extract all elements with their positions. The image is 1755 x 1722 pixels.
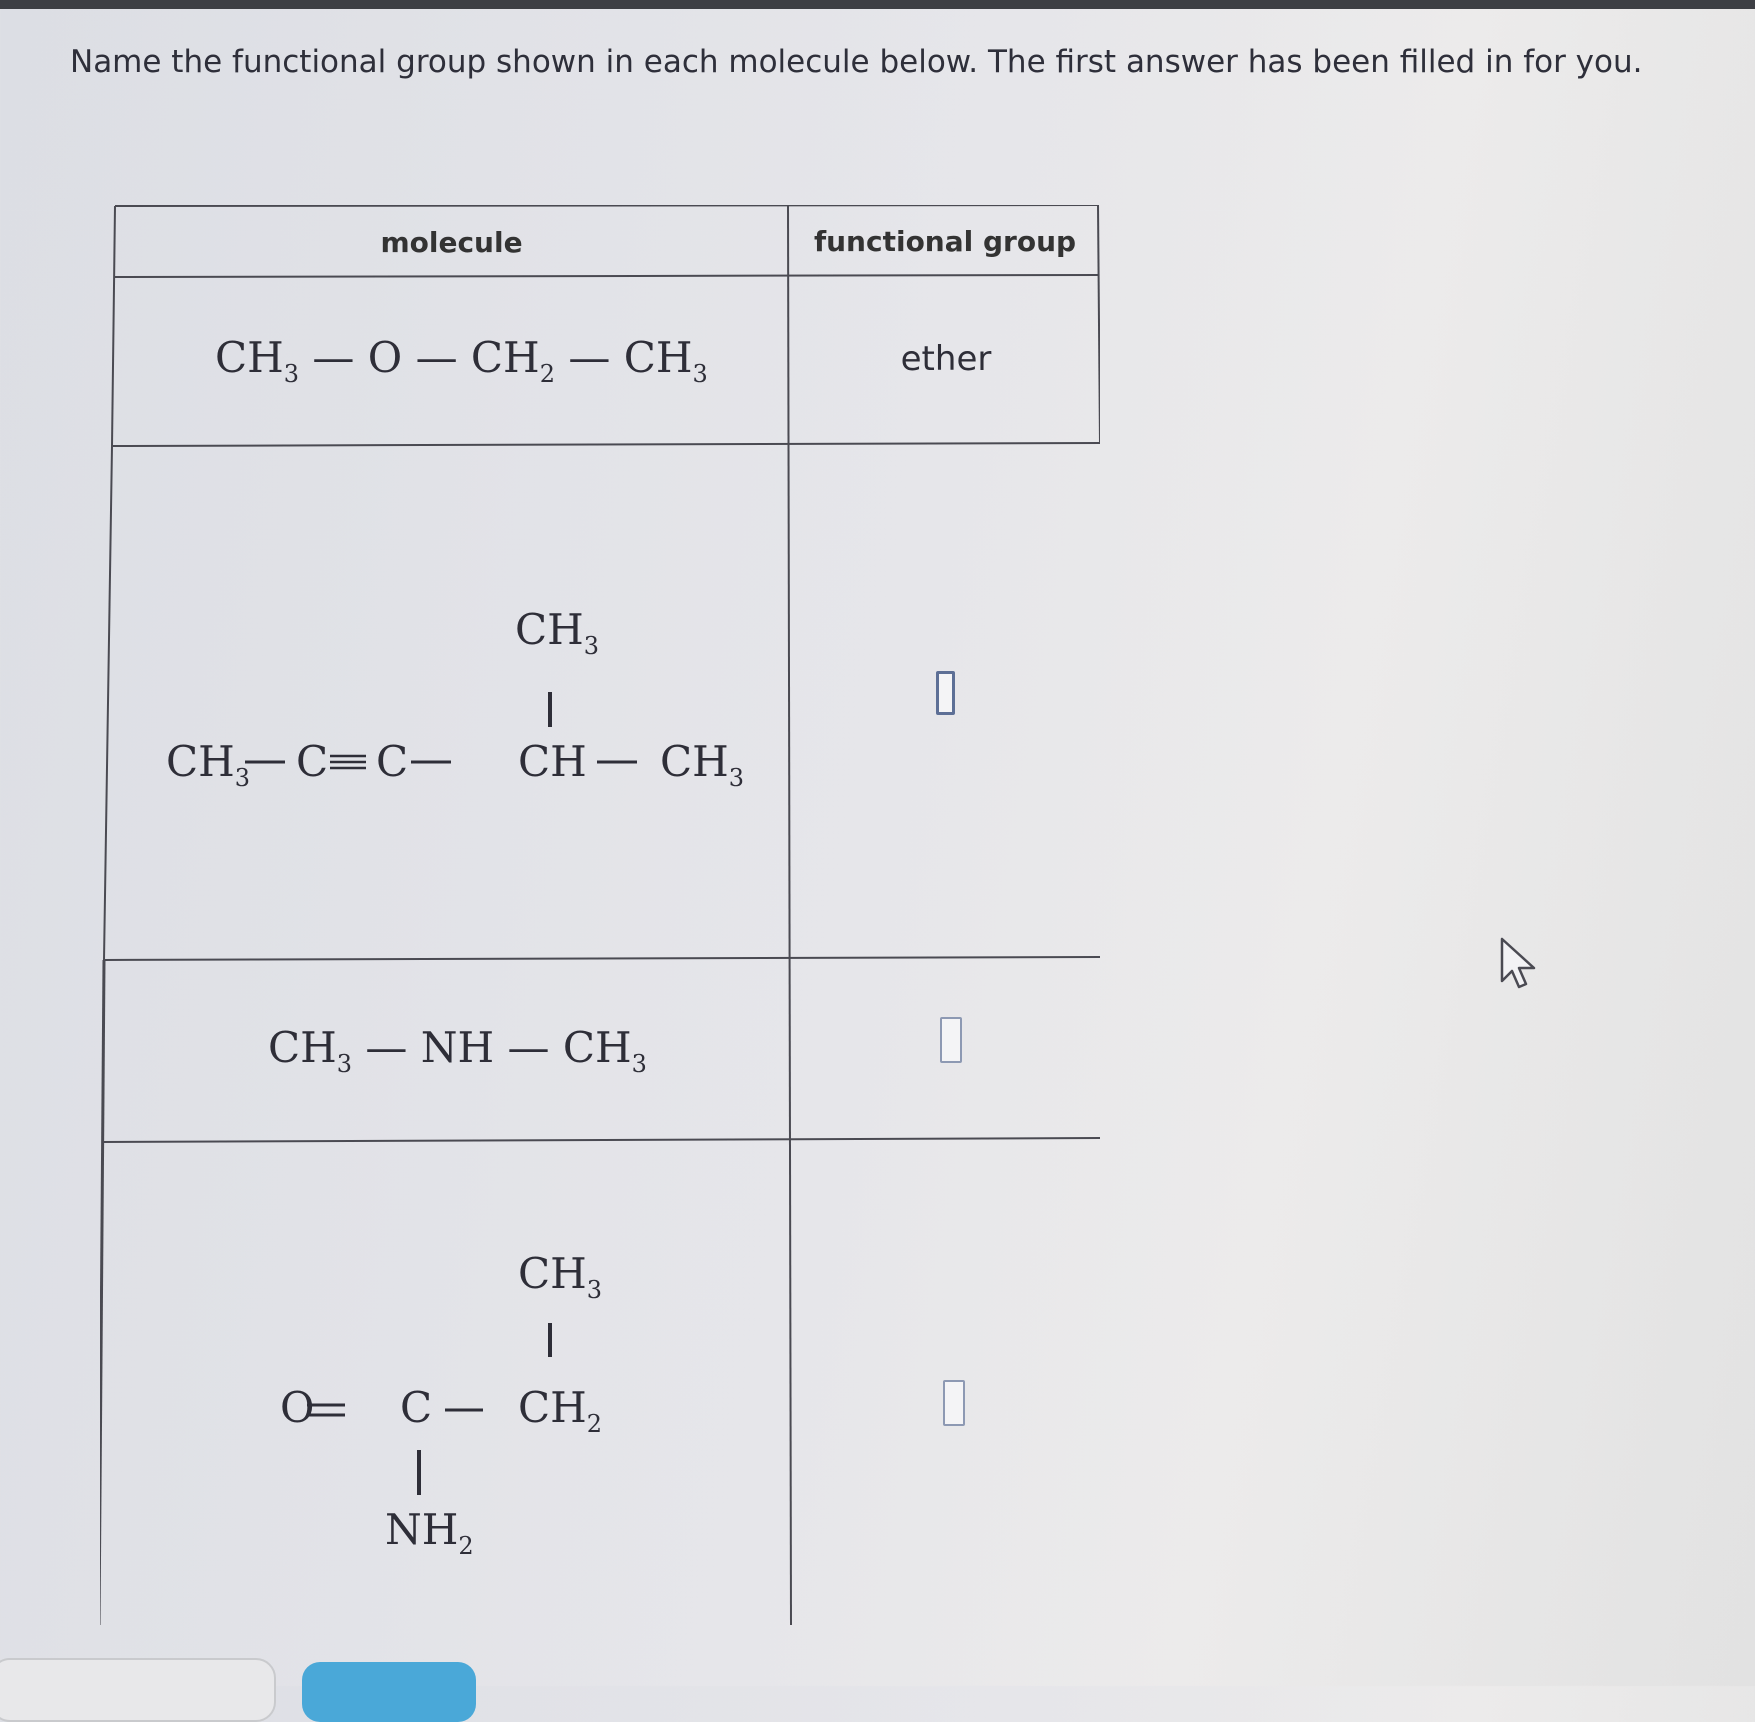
answer-2-input[interactable] [936, 671, 955, 715]
bottom-blue-button[interactable] [302, 1662, 476, 1722]
answer-1-text: ether [900, 339, 992, 379]
header-molecule: molecule [380, 225, 523, 259]
bottom-left-button[interactable] [0, 1658, 276, 1722]
mouse-pointer-icon [1498, 935, 1542, 995]
header-functional-group: functional group [813, 224, 1077, 258]
answer-3-input[interactable] [940, 1017, 962, 1063]
molecule-1: $CH_3$ — O — $CH_2$ — $CH_3$ [215, 333, 708, 388]
functional-group-table: molecule functional group $CH_3$ — O — $CH_2$ — $CH_3$ ether $CH_3$ $CH_3$ C C CH $CH_3$ $CH_3$ — NH — $CH_3$ $CH_3$ O C $CH_2$ $NH_2$ [100, 205, 1100, 1625]
answer-4-input[interactable] [943, 1380, 965, 1426]
molecule-3: $CH_3$ — NH — $CH_3$ [268, 1023, 647, 1078]
question-prompt: Name the functional group shown in each molecule below. The first answer has been filled in for you. [70, 44, 1643, 80]
top-bar [0, 0, 1755, 9]
